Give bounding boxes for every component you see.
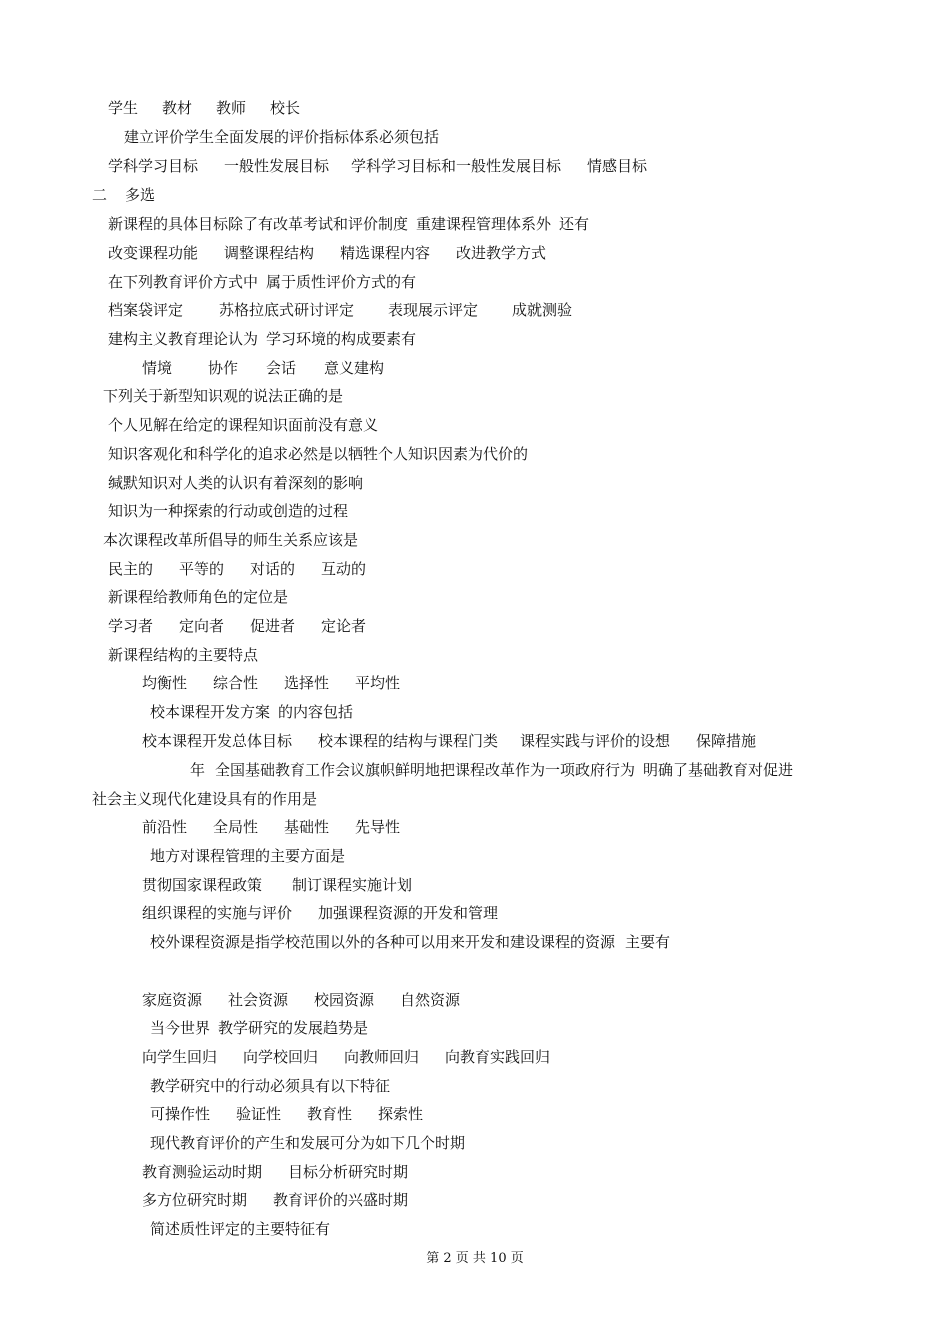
question-segment: 教学研究的发展趋势是 [218,1019,369,1037]
option-text: 校长 [270,99,301,117]
question-segment: 新课程给教师角色的定位是 [108,588,289,606]
option-text: 一般性发展目标 [224,157,330,175]
question-segment: 社会主义现代化建设具有的作用是 [92,790,318,808]
question-segment: 属于质性评价方式的有 [266,273,417,291]
option-text: 全局性 [213,818,259,836]
question-segment: 教学研究中的行动必须具有以下特征 [150,1077,391,1095]
question-segment: 主要有 [625,933,671,951]
option-text: 均衡性 [142,674,188,692]
option-text: 向学生回归 [142,1048,218,1066]
question-text [108,272,416,292]
option-text: 表现展示评定 [388,301,479,319]
option-text [108,473,363,493]
section-number: 二 [92,186,108,204]
option-text: 互动的 [321,560,367,578]
question-text [150,702,353,722]
option-text [108,501,348,521]
question-text [190,760,793,780]
option-text: 可操作性 [150,1105,211,1123]
text-line [108,98,300,118]
option-text: 教师 [216,99,247,117]
question-text [150,932,670,952]
option-text: 情感目标 [587,157,648,175]
question-segment: 简述质性评定的主要特征有 [150,1220,331,1238]
text-line [142,1162,408,1182]
question-segment: 新课程结构的主要特点 [108,646,259,664]
question-segment: 的内容包括 [278,703,354,721]
option-text: 先导性 [355,818,401,836]
option-text: 验证性 [236,1105,282,1123]
question-segment: 现代教育评价的产生和发展可分为如下几个时期 [150,1134,466,1152]
question-text [108,329,416,349]
question-text [150,1219,330,1239]
question-segment: 建立评价学生全面发展的评价指标体系必须包括 [124,128,440,146]
option-text: 自然资源 [400,991,461,1009]
question-text [150,1133,465,1153]
text-line [142,817,400,837]
option-text: 学习者 [108,617,154,635]
question-text [108,587,288,607]
option-text: 平均性 [355,674,401,692]
option-text: 制订课程实施计划 [292,876,413,894]
option-text: 调整课程结构 [224,244,315,262]
text-line [142,673,400,693]
option-text: 社会资源 [228,991,289,1009]
option-text: 保障措施 [696,732,757,750]
text-line [142,358,384,378]
option-text: 多方位研究时期 [142,1191,248,1209]
option-text: 组织课程的实施与评价 [142,904,293,922]
option-segment: 个人见解在给定的课程知识面前没有意义 [108,416,379,434]
question-segment: 校本课程开发方案 [150,703,271,721]
question-segment: 下列关于新型知识观的说法正确的是 [103,387,344,405]
text-line [142,1190,408,1210]
question-text [92,789,317,809]
text-line [108,616,366,636]
text-line [108,243,546,263]
option-text: 民主的 [108,560,154,578]
option-text: 改进教学方式 [456,244,547,262]
question-segment: 明确了基础教育对促进 [643,761,794,779]
option-segment: 知识客观化和科学化的追求必然是以牺牲个人知识因素为代价的 [108,445,529,463]
text-line [142,731,756,751]
text-line [150,1104,423,1124]
option-text: 基础性 [284,818,330,836]
question-segment: 本次课程改革所倡导的师生关系应该是 [103,531,359,549]
option-text: 改变课程功能 [108,244,199,262]
question-text [150,1018,368,1038]
option-text: 促进者 [250,617,296,635]
option-text [108,415,378,435]
option-text: 学生 [108,99,139,117]
option-text: 教育测验运动时期 [142,1163,263,1181]
option-text: 教育性 [307,1105,353,1123]
question-text [150,1076,390,1096]
option-text: 苏格拉底式研讨评定 [219,301,355,319]
option-text: 目标分析研究时期 [288,1163,409,1181]
option-text: 成就测验 [512,301,573,319]
option-text: 意义建构 [324,359,385,377]
question-segment: 年 [190,761,206,779]
option-text: 选择性 [284,674,330,692]
option-text: 探索性 [378,1105,424,1123]
option-text: 课程实践与评价的设想 [520,732,671,750]
option-text: 家庭资源 [142,991,203,1009]
option-text: 协作 [208,359,239,377]
option-text: 教育评价的兴盛时期 [273,1191,409,1209]
option-text: 校本课程开发总体目标 [142,732,293,750]
option-text: 档案袋评定 [108,301,184,319]
question-segment: 建构主义教育理论认为 [108,330,259,348]
option-segment: 知识为一种探索的行动或创造的过程 [108,502,349,520]
text-line [142,990,460,1010]
option-segment: 缄默知识对人类的认识有着深刻的影响 [108,474,364,492]
option-text [108,444,528,464]
question-text [124,127,439,147]
option-text: 向学校回归 [243,1048,319,1066]
option-text: 校本课程的结构与课程门类 [318,732,499,750]
option-text: 会话 [266,359,297,377]
question-segment: 校外课程资源是指学校范围以外的各种可以用来开发和建设课程的资源 [150,933,616,951]
option-text: 定论者 [321,617,367,635]
section-heading [92,185,155,205]
option-text: 对话的 [250,560,296,578]
option-text: 向教师回归 [344,1048,420,1066]
option-text: 教材 [162,99,193,117]
question-segment: 新课程的具体目标除了有改革考试和评价制度 [108,215,409,233]
option-text: 前沿性 [142,818,188,836]
question-segment: 在下列教育评价方式中 [108,273,259,291]
option-text: 学科学习目标 [108,157,199,175]
question-segment: 重建课程管理体系外 [416,215,552,233]
option-text: 向教育实践回归 [445,1048,551,1066]
question-segment: 还有 [559,215,590,233]
question-text [150,846,345,866]
text-line [142,903,498,923]
text-line [108,559,366,579]
text-line [108,300,572,320]
question-text [103,386,343,406]
text-line [142,875,412,895]
page-footer: 第 2 页 共 10 页 [426,1251,524,1266]
question-segment: 学习环境的构成要素有 [266,330,417,348]
option-text: 校园资源 [314,991,375,1009]
option-text: 定向者 [179,617,225,635]
section-title: 多选 [125,186,156,204]
text-line [142,1047,550,1067]
question-segment: 当今世界 [150,1019,211,1037]
option-text: 精选课程内容 [340,244,431,262]
option-text: 情境 [142,359,173,377]
option-text: 综合性 [213,674,259,692]
option-text: 加强课程资源的开发和管理 [318,904,499,922]
option-text: 平等的 [179,560,225,578]
question-text [108,214,589,234]
question-text [103,530,358,550]
text-line [108,156,647,176]
question-text [108,645,258,665]
question-segment: 地方对课程管理的主要方面是 [150,847,346,865]
option-text: 贯彻国家课程政策 [142,876,263,894]
option-text: 学科学习目标和一般性发展目标 [351,157,562,175]
question-segment: 全国基础教育工作会议旗帜鲜明地把课程改革作为一项政府行为 [215,761,636,779]
